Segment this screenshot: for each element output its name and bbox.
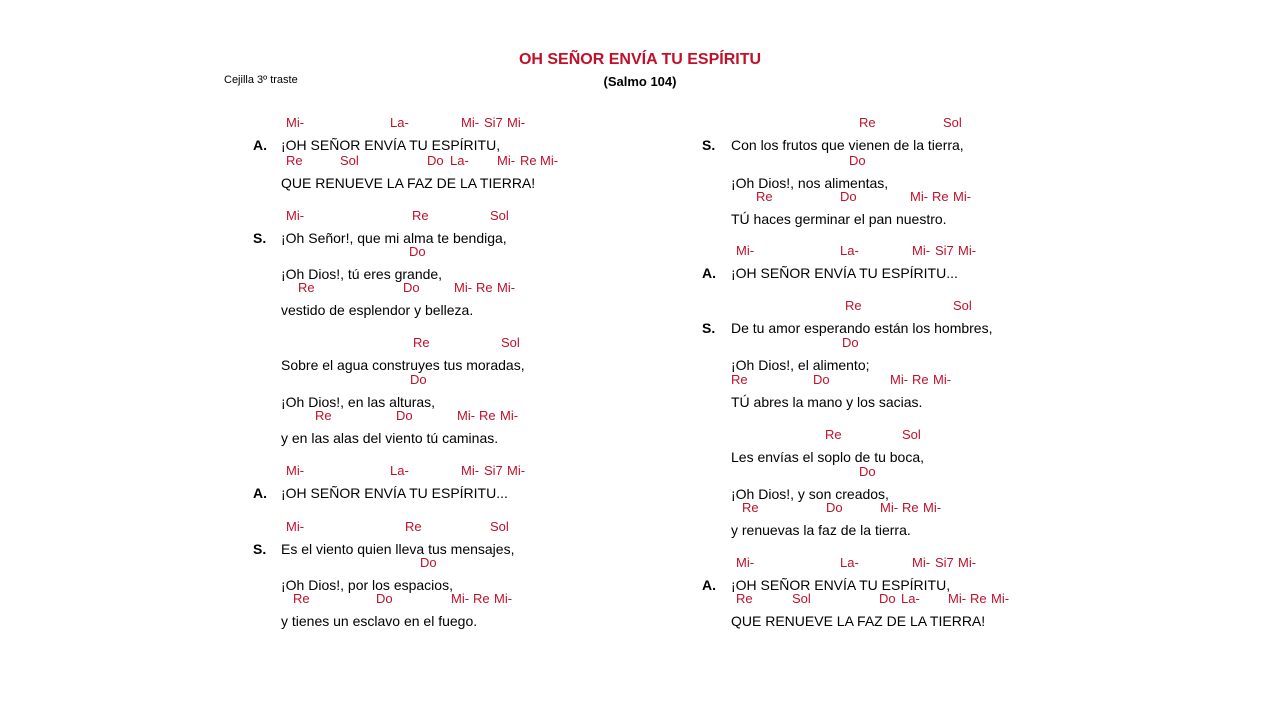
chord-label: Re xyxy=(473,591,490,606)
section-marker: S. xyxy=(702,320,716,336)
chord-label: Re xyxy=(825,427,842,442)
lyric-line: Les envías el soplo de tu boca, xyxy=(731,449,925,465)
section-marker: S. xyxy=(253,230,267,246)
section-marker: S. xyxy=(702,137,716,153)
chord-label: Re xyxy=(293,591,310,606)
chord-label: Mi- xyxy=(540,153,559,168)
chord-label: Si7 xyxy=(484,115,503,130)
chord-label: Re xyxy=(970,591,987,606)
chord-label: Mi- xyxy=(923,500,942,515)
chord-label: Do xyxy=(859,464,876,479)
lyric-line: ¡Oh Dios!, y son creados, xyxy=(731,486,889,502)
section-marker: A. xyxy=(702,265,716,281)
lyric-line: QUE RENUEVE LA FAZ DE LA TIERRA! xyxy=(281,175,536,191)
lyric-line: ¡Oh Dios!, nos alimentas, xyxy=(731,175,889,191)
chord-label: Re xyxy=(756,189,773,204)
chord-label: Mi- xyxy=(286,463,305,478)
lyric-line: ¡OH SEÑOR ENVÍA TU ESPÍRITU, xyxy=(281,137,501,153)
chord-label: Mi- xyxy=(890,372,909,387)
lyric-line: ¡Oh Señor!, que mi alma te bendiga, xyxy=(281,230,507,246)
chord-label: La- xyxy=(450,153,469,168)
chord-label: Re xyxy=(859,115,876,130)
chord-label: Sol xyxy=(902,427,921,442)
chord-label: Mi- xyxy=(910,189,929,204)
chord-label: Mi- xyxy=(507,463,526,478)
chord-label: Mi- xyxy=(880,500,899,515)
chord-label: Do xyxy=(403,280,420,295)
chord-label: Do xyxy=(376,591,393,606)
chord-label: Mi- xyxy=(497,280,516,295)
chord-label: La- xyxy=(840,243,859,258)
chord-label: Mi- xyxy=(507,115,526,130)
chord-label: Do xyxy=(396,408,413,423)
chord-label: Re xyxy=(405,519,422,534)
lyric-line: TÚ haces germinar el pan nuestro. xyxy=(731,211,947,227)
chord-label: Re xyxy=(912,372,929,387)
chord-label: Sol xyxy=(792,591,811,606)
chord-label: Sol xyxy=(490,208,509,223)
chord-label: Do xyxy=(849,153,866,168)
lyric-line: Con los frutos que vienen de la tierra, xyxy=(731,137,964,153)
chord-label: Do xyxy=(427,153,444,168)
lyric-line: QUE RENUEVE LA FAZ DE LA TIERRA! xyxy=(731,613,986,629)
section-marker: A. xyxy=(253,485,267,501)
chord-label: Mi- xyxy=(454,280,473,295)
chord-label: Si7 xyxy=(484,463,503,478)
lyric-line: ¡OH SEÑOR ENVÍA TU ESPÍRITU... xyxy=(281,485,508,501)
chord-label: Si7 xyxy=(935,243,954,258)
section-marker: A. xyxy=(253,137,267,153)
chord-label: Re xyxy=(932,189,949,204)
chord-label: Mi- xyxy=(461,115,480,130)
chord-label: Mi- xyxy=(912,555,931,570)
chord-label: Re xyxy=(286,153,303,168)
chord-label: Mi- xyxy=(933,372,952,387)
chord-label: Mi- xyxy=(958,243,977,258)
chord-label: Re xyxy=(742,500,759,515)
chord-label: Re xyxy=(902,500,919,515)
section-marker: A. xyxy=(702,577,716,593)
chord-label: Mi- xyxy=(494,591,513,606)
lyric-line: y renuevas la faz de la tierra. xyxy=(731,522,911,538)
chord-label: Do xyxy=(842,335,859,350)
chord-label: La- xyxy=(390,463,409,478)
chord-label: Do xyxy=(813,372,830,387)
chord-label: Do xyxy=(879,591,896,606)
chord-label: Mi- xyxy=(736,555,755,570)
lyric-line: y en las alas del viento tú caminas. xyxy=(281,430,499,446)
lyric-line: ¡Oh Dios!, por los espacios, xyxy=(281,577,453,593)
lyric-line: Es el viento quien lleva tus mensajes, xyxy=(281,541,515,557)
chord-label: Re xyxy=(731,372,748,387)
chord-label: Mi- xyxy=(286,115,305,130)
chord-label: Do xyxy=(826,500,843,515)
chord-label: Re xyxy=(315,408,332,423)
chord-label: Do xyxy=(420,555,437,570)
chord-label: Re xyxy=(479,408,496,423)
chord-label: Re xyxy=(298,280,315,295)
chord-label: Sol xyxy=(490,519,509,534)
chord-label: Re xyxy=(736,591,753,606)
chord-label: Sol xyxy=(501,335,520,350)
chord-label: Re xyxy=(520,153,537,168)
chord-label: La- xyxy=(901,591,920,606)
lyric-line: ¡OH SEÑOR ENVÍA TU ESPÍRITU... xyxy=(731,265,958,281)
chord-label: La- xyxy=(390,115,409,130)
section-marker: S. xyxy=(253,541,267,557)
lyric-line: vestido de esplendor y belleza. xyxy=(281,302,474,318)
chord-label: Mi- xyxy=(958,555,977,570)
song-title: OH SEÑOR ENVÍA TU ESPÍRITU xyxy=(518,51,762,68)
chord-label: Do xyxy=(840,189,857,204)
chord-label: La- xyxy=(840,555,859,570)
chord-label: Mi- xyxy=(953,189,972,204)
chord-label: Re xyxy=(476,280,493,295)
lyric-line: De tu amor esperando están los hombres, xyxy=(731,320,993,336)
chord-label: Sol xyxy=(943,115,962,130)
chord-label: Mi- xyxy=(497,153,516,168)
chord-label: Mi- xyxy=(451,591,470,606)
chord-label: Mi- xyxy=(912,243,931,258)
capo-note: Cejilla 3º traste xyxy=(224,74,298,86)
chord-label: Mi- xyxy=(286,208,305,223)
chord-label: Sol xyxy=(340,153,359,168)
lyric-line: y tienes un esclavo en el fuego. xyxy=(281,613,478,629)
chord-label: Mi- xyxy=(457,408,476,423)
chord-label: Mi- xyxy=(286,519,305,534)
song-subtitle: (Salmo 104) xyxy=(603,74,677,89)
chord-label: Mi- xyxy=(500,408,519,423)
chord-label: Do xyxy=(409,244,426,259)
chord-label: Do xyxy=(410,372,427,387)
chord-label: Re xyxy=(412,208,429,223)
lyric-line: ¡Oh Dios!, el alimento; xyxy=(731,357,870,373)
chord-label: Re xyxy=(845,298,862,313)
chord-label: Mi- xyxy=(991,591,1010,606)
chord-label: Mi- xyxy=(736,243,755,258)
lyric-line: ¡OH SEÑOR ENVÍA TU ESPÍRITU, xyxy=(731,577,951,593)
lyric-line: ¡Oh Dios!, tú eres grande, xyxy=(281,266,443,282)
chord-label: Si7 xyxy=(935,555,954,570)
chord-label: Re xyxy=(413,335,430,350)
lyric-line: ¡Oh Dios!, en las alturas, xyxy=(281,394,436,410)
chord-label: Sol xyxy=(953,298,972,313)
chord-label: Mi- xyxy=(948,591,967,606)
chord-label: Mi- xyxy=(461,463,480,478)
lyric-line: Sobre el agua construyes tus moradas, xyxy=(281,357,525,373)
lyric-line: TÚ abres la mano y los sacias. xyxy=(731,394,923,410)
